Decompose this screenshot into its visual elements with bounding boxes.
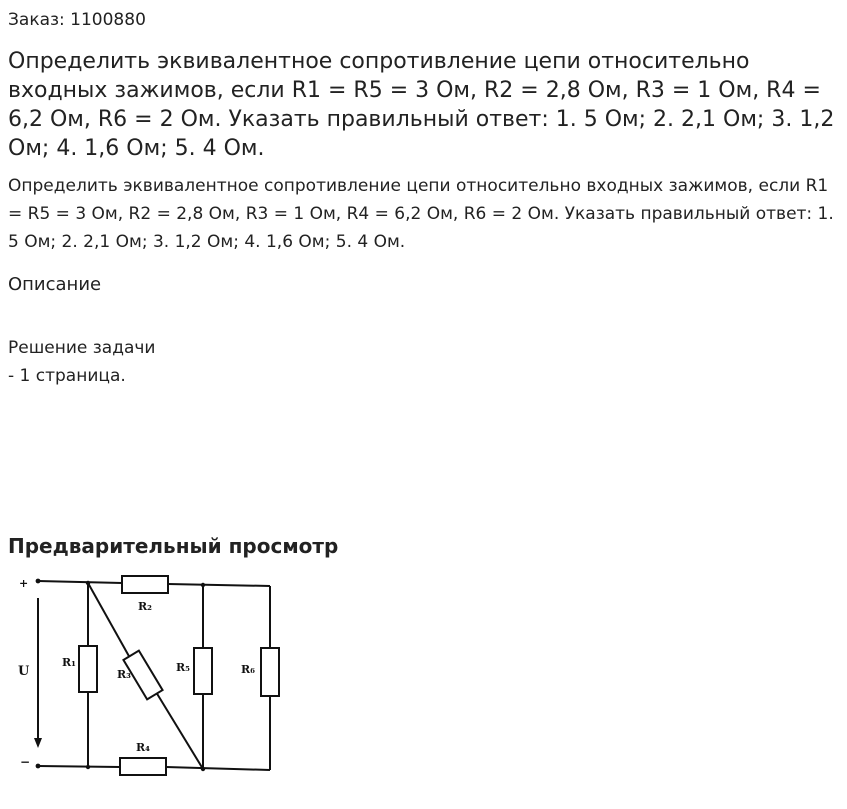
preview-heading: Предварительный просмотр <box>8 534 339 558</box>
page-title: Определить эквивалентное сопротивление цепи относительно входных зажимов, если R1 = R5 = 3 Ом, R2 = 2,8 Ом, R3 = 1 Ом, R4 = 6,2 Ом, R6 = 2 Ом. Указать правильный ответ: 1. 5 Ом; 2. 2,1 Ом; 3. 1,2 Ом; 4. 1,6 Ом; 5. 4 Ом. <box>8 49 835 161</box>
resistor-r4 <box>120 758 166 775</box>
r4-label: R₄ <box>136 741 150 754</box>
resistor-r6 <box>261 648 279 696</box>
description-body <box>8 334 155 390</box>
voltage-label: U <box>18 664 30 679</box>
r2-label: R₂ <box>138 600 152 613</box>
resistor-r5 <box>194 648 212 694</box>
resistor-r1 <box>79 646 97 692</box>
description-line: Решение задачи <box>8 338 156 358</box>
resistor-r2 <box>122 576 168 593</box>
r1-label: R₁ <box>62 656 76 669</box>
description-line: - 1 страница. <box>8 366 126 386</box>
minus-label: − <box>20 755 31 769</box>
order-number: Заказ: 1100880 <box>8 10 146 30</box>
r6-label: R₆ <box>241 663 255 676</box>
r3-label: R₃ <box>117 668 131 681</box>
circuit-diagram <box>8 568 293 782</box>
description-label: Описание <box>8 274 102 295</box>
voltage-arrow-icon <box>34 738 42 748</box>
circuit-preview-image <box>8 568 293 782</box>
plus-label: + <box>19 577 29 590</box>
problem-text: Определить эквивалентное сопротивление цепи относительно входных зажимов, если R1 = R5 = 3 Ом, R2 = 2,8 Ом, R3 = 1 Ом, R4 = 6,2 Ом, R6 = 2 Ом. Указать правильный ответ: 1. 5 Ом; 2. 2,1 Ом; 3. 1,2 Ом; 4. 1,6 Ом; 5. 4 Ом. <box>8 176 834 252</box>
r5-label: R₅ <box>176 661 190 674</box>
